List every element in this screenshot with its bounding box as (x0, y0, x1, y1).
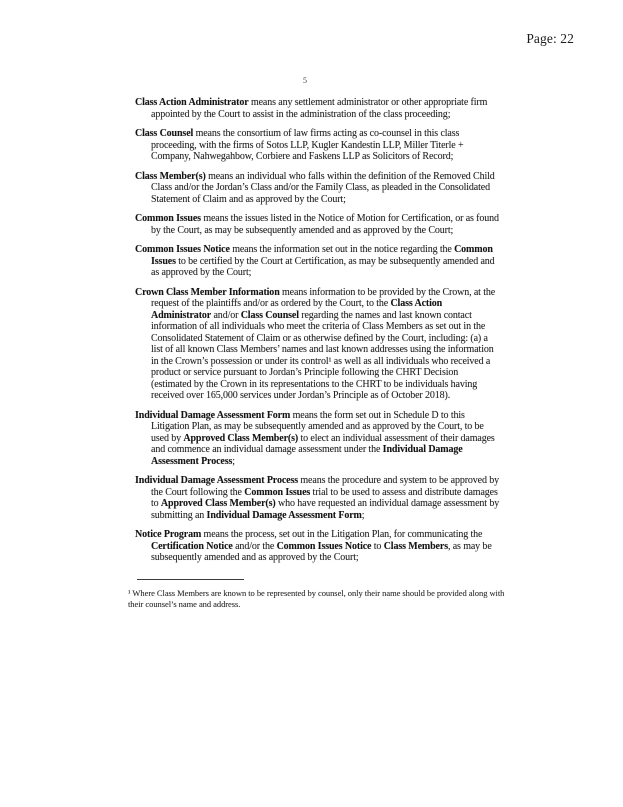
mini-page-number: 5 (303, 76, 307, 85)
definition-paragraph (135, 244, 535, 279)
text-line: in the Crown’s possession or under its control¹ as well as all individuals who received a (151, 355, 491, 367)
text-line: by the Court, as may be subsequently amended and as approved by the Court; (151, 224, 454, 236)
text-line: submitting an Individual Damage Assessment Form; (151, 509, 365, 521)
text-line: as approved by the Court; (151, 267, 252, 278)
footnote-section (128, 579, 504, 609)
text-line: product or service pursuant to Jordan’s Principle following the CHRT Decision (151, 367, 459, 378)
text-line: Crown Class Member Information means information to be provided by the Crown, at the (135, 286, 496, 298)
text-line: appointed by the Court to assist in the administration of the class proceeding; (151, 108, 451, 120)
text-line: Notice Program means the process, set out in the Litigation Plan, for communicating the (135, 529, 483, 540)
text-line: the Court following the Common Issues trial to be used to assess and distribute damages (151, 486, 498, 498)
definition-paragraph (135, 287, 535, 402)
definition-paragraph (135, 97, 535, 120)
text-line: (estimated by the Crown in its representations to the CHRT to be individuals having (151, 378, 478, 390)
text-line: Common Issues means the issues listed in the Notice of Motion for Certification, or as found (135, 213, 499, 224)
text-line: Individual Damage Assessment Form means the form set out in Schedule D to this (135, 409, 465, 421)
text-line: subsequently amended and as approved by the Court; (151, 552, 359, 563)
text-line: Consolidated Statement of Claim or as otherwise defined by the Court, including: (a) a (151, 332, 488, 344)
text-line: used by Approved Class Member(s) to elect an individual assessment of their damages (151, 432, 495, 444)
text-line: their counsel’s name and address. (128, 598, 241, 609)
definitions-list (135, 97, 535, 572)
definition-paragraph (135, 529, 535, 564)
text-line: received over 165,000 services under Jordan’s Principle as of October 2018). (151, 390, 451, 401)
text-line: Class and/or the Jordan’s Class and/or the Family Class, as pleaded in the Consolidated (151, 182, 490, 193)
text-line: list of all known Class Members’ names and last known addresses using the information (151, 344, 494, 355)
text-line: Litigation Plan, as may be subsequently amended and as approved by the Court, to be (151, 421, 484, 432)
text-line: request of the plaintiffs and/or as ordered by the Court, to the Class Action (151, 298, 443, 309)
text-line: Issues to be certified by the Court at Certification, as may be subsequently amended and (151, 255, 495, 267)
text-line: Statement of Claim and as approved by the Court; (151, 193, 346, 205)
text-line: to Approved Class Member(s) who have requested an individual damage assessment by (151, 498, 500, 509)
text-line: Class Counsel means the consortium of law firms acting as co-counsel in this class (135, 128, 460, 139)
footnote-separator (137, 579, 244, 580)
text-line: Individual Damage Assessment Process means the procedure and system to be approved by (135, 475, 500, 486)
definition-paragraph (135, 128, 535, 163)
footnote-text (128, 588, 504, 609)
definition-paragraph (135, 171, 535, 206)
text-line: proceeding, with the firms of Sotos LLP, Kugler Kandestin LLP, Miller Titerle + (151, 139, 464, 151)
text-line: Assessment Process; (151, 455, 235, 467)
definition-paragraph (135, 410, 535, 468)
page-number-label: Page: 22 (526, 31, 574, 46)
text-line: Administrator and/or Class Counsel regarding the names and last known contact (151, 309, 472, 321)
text-line: Common Issues Notice means the information set out in the notice regarding the Common (135, 244, 493, 255)
text-line: Company, Nahwegahbow, Corbiere and Faskens LLP as Solicitors of Record; (151, 151, 454, 162)
definition-paragraph (135, 213, 535, 236)
text-line: Certification Notice and/or the Common Issues Notice to Class Members, as may be (151, 540, 492, 552)
text-line: information of all individuals who meet the criteria of Class Members as set out in the (151, 321, 486, 332)
definition-paragraph (135, 475, 535, 521)
text-line: ¹ Where Class Members are known to be represented by counsel, only their name should be provided along with (128, 588, 505, 598)
text-line: and commence an individual damage assessment under the Individual Damage (151, 444, 463, 455)
text-line: Class Action Administrator means any settlement administrator or other appropriate firm (135, 97, 488, 108)
text-line: Class Member(s) means an individual who falls within the definition of the Removed Child (135, 170, 495, 182)
